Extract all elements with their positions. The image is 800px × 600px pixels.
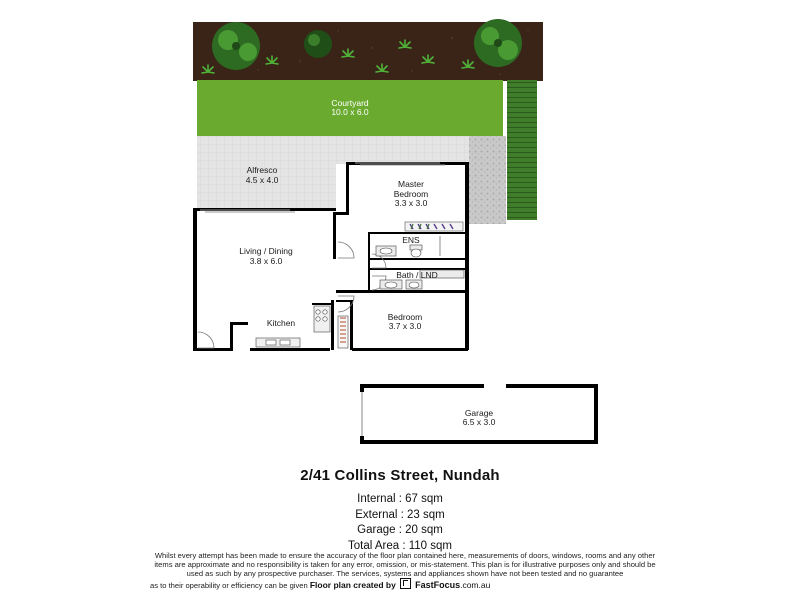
alfresco-label: Alfresco: [246, 165, 278, 175]
living-dining-size: 3.8 x 6.0: [249, 256, 283, 266]
alfresco-size: 4.5 x 4.0: [245, 175, 279, 185]
master-bedroom-size: 3.3 x 3.0: [394, 198, 428, 208]
bath-lnd-label: Bath / LND: [396, 270, 438, 280]
hedge-strip: [507, 80, 537, 220]
external-area: External : 23 sqm: [355, 508, 445, 521]
property-address: 2/41 Collins Street, Nundah: [300, 467, 500, 484]
shrub-right: [474, 19, 522, 67]
shrub-small: [304, 30, 332, 58]
credit-line: [150, 578, 660, 590]
garage-size: 6.5 x 3.0: [462, 417, 496, 427]
credit-label: Floor plan created by: [309, 580, 396, 590]
kitchen-label: Kitchen: [266, 318, 296, 328]
living-dining-label: Living / Dining: [239, 246, 293, 256]
internal-area: Internal : 67 sqm: [357, 493, 443, 505]
courtyard-label: Courtyard: [331, 98, 369, 108]
disclaimer-text: Whilst every attempt has been made to ensure the accuracy of the floor plan contained here, measurements of doors, windows, rooms and any other items are approximate and no responsibility is taken for any error, omission, or mis-statement. This plan is for illustrative purposes only and should be used as such by any prospective purchaser. The services, systems and appliances shown have not been tested and no guarantee: [154, 551, 656, 579]
ensuite-label: ENS: [402, 235, 420, 245]
credit-url: .com.au: [460, 580, 491, 590]
shrub-left: [212, 22, 260, 70]
total-area: Total Area : 110 sqm: [348, 539, 452, 552]
master-bedroom-label-2: Bedroom: [393, 189, 429, 199]
fastfocus-logo-icon: [400, 578, 411, 589]
bedroom-label: Bedroom: [387, 312, 423, 322]
area-summary: [0, 492, 800, 554]
courtyard-size: 10.0 x 6.0: [331, 107, 369, 117]
gravel-strip: [468, 136, 506, 224]
garage-label: Garage: [464, 408, 494, 418]
robe-hangers: [405, 222, 463, 231]
credit-brand: FastFocus: [415, 580, 461, 590]
master-bedroom-label: Master: [398, 179, 424, 189]
garage-area: Garage : 20 sqm: [357, 524, 443, 536]
bedroom-size: 3.7 x 3.0: [388, 321, 422, 331]
credit-lead: as to their operability or efficiency can be given: [150, 581, 308, 590]
